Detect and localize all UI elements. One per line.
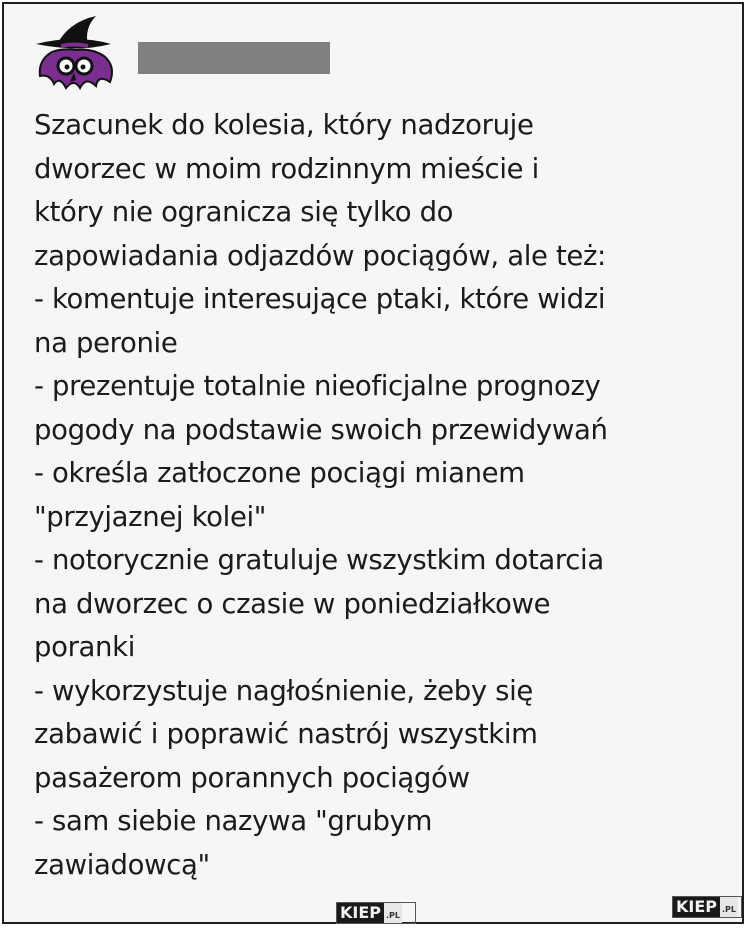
post-text-line: - określa zatłoczone pociągi mianem (34, 457, 525, 489)
kiep-watermark-corner (672, 896, 742, 918)
post-text-line: na peronie (34, 326, 178, 359)
post-text-line: Szacunek do kolesia, który nadzoruje (34, 109, 534, 141)
post-text-line: poranki (34, 631, 135, 663)
post-text-line: - sam siebie nazywa "grubym (34, 805, 433, 837)
post-text-line: który nie ogranicza się tylko do (34, 196, 454, 228)
post-text-line: na dworzec o czasie w poniedziałkowe (34, 587, 551, 620)
watermark-main: KIEP (673, 897, 720, 917)
post-text-line: pogody na podstawie swoich przewidywań (34, 413, 608, 446)
post-text-line: pasażerom porannych pociągów (34, 761, 470, 794)
post-text-line: zabawić i poprawić nastrój wszystkim (34, 718, 538, 750)
post-card (2, 2, 744, 924)
witch-avatar-icon (26, 14, 126, 94)
post-text-line: zapowiadania odjazdów pociągów, ale też: (34, 239, 606, 272)
post-text-line: "przyjaznej kolei" (34, 500, 267, 533)
watermark-main: KIEP (337, 903, 384, 923)
post-text (34, 104, 734, 887)
post-text-line: zawiadowcą" (34, 848, 210, 881)
post-text-line: - komentuje interesujące ptaki, które widzi (34, 283, 606, 315)
redacted-username (138, 42, 330, 74)
post-text-line: - wykorzystuje nagłośnienie, żeby się (34, 674, 533, 707)
watermark-suffix: .PL (720, 897, 738, 917)
post-text-line: - prezentuje totalnie nieoficjalne prognozy (34, 370, 601, 402)
post-text-line: dworzec w moim rodzinnym mieście i (34, 152, 539, 185)
watermark-suffix: .PL (384, 903, 402, 923)
kiep-watermark-center (336, 902, 416, 924)
post-text-line: - notorycznie gratuluje wszystkim dotarcia (34, 544, 604, 576)
